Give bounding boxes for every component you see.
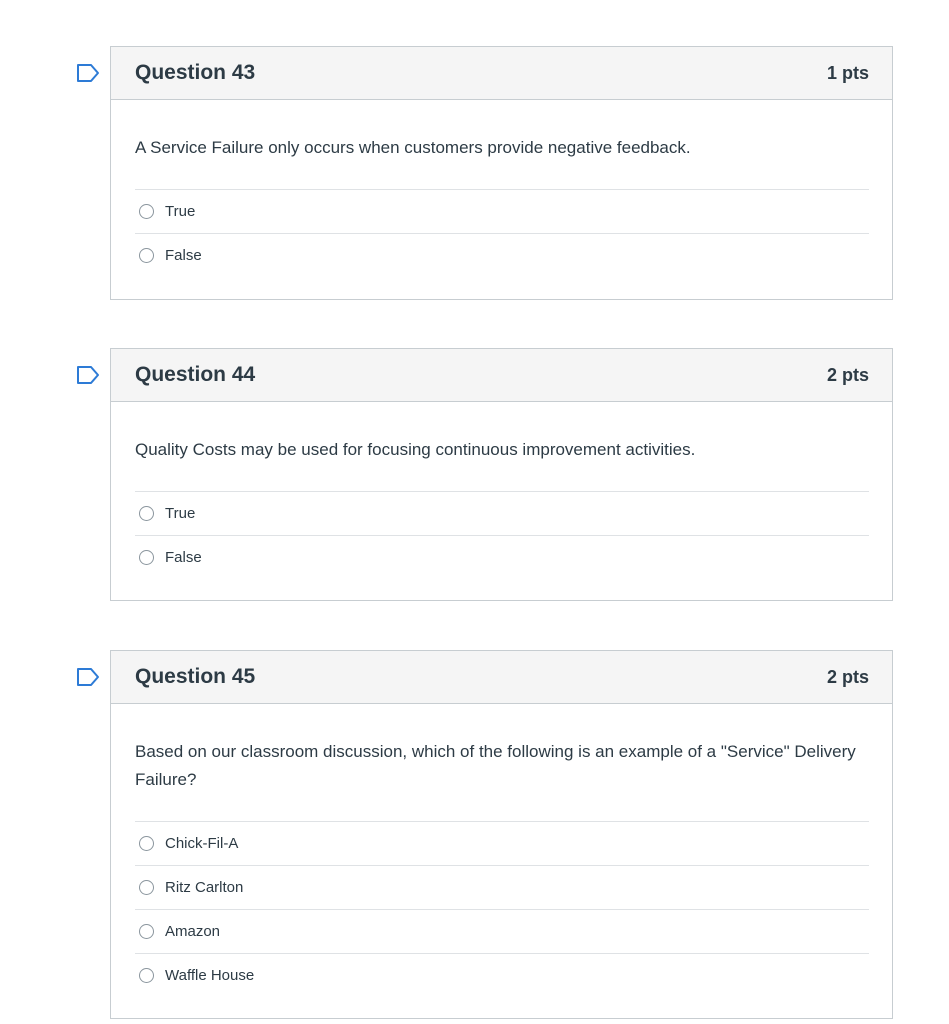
answer-option-chick-fil-a[interactable] [135,822,869,866]
question-text: Quality Costs may be used for focusing continuous improvement activities. [135,440,696,459]
question-points: 2 pts [826,667,869,687]
question-body [111,402,892,579]
question-text: Based on our classroom discussion, which of the following is an example of a "Service" Delivery Failure? [135,742,856,789]
flag-question-icon[interactable] [75,63,101,83]
answer-label[interactable]: False [165,549,202,566]
question-body [111,100,892,277]
question-header [111,349,892,402]
answer-label[interactable]: True [165,505,196,522]
answer-option-true[interactable] [135,190,869,234]
answer-option-false[interactable] [135,234,869,277]
radio-unchecked-icon[interactable] [139,968,154,983]
answer-option-true[interactable] [135,492,869,536]
question-44 [110,348,893,601]
question-header [111,651,892,704]
question-title: Question 44 [135,363,256,386]
answer-list [135,821,869,997]
radio-unchecked-icon[interactable] [139,836,154,851]
radio-unchecked-icon[interactable] [139,924,154,939]
answer-option-ritz-carlton[interactable] [135,866,869,910]
question-45 [110,650,893,1019]
answer-option-amazon[interactable] [135,910,869,954]
question-body [111,704,892,997]
radio-unchecked-icon[interactable] [139,550,154,565]
question-text: A Service Failure only occurs when customers provide negative feedback. [135,138,691,157]
question-header [111,47,892,100]
question-title: Question 43 [135,61,256,84]
question-43 [110,46,893,300]
question-points: 1 pts [826,63,869,83]
answer-list [135,491,869,579]
radio-unchecked-icon[interactable] [139,880,154,895]
answer-label[interactable]: Amazon [165,923,221,940]
answer-option-waffle-house[interactable] [135,954,869,997]
answer-list [135,189,869,277]
radio-unchecked-icon[interactable] [139,248,154,263]
answer-label[interactable]: True [165,203,196,220]
radio-unchecked-icon[interactable] [139,506,154,521]
radio-unchecked-icon[interactable] [139,204,154,219]
answer-label[interactable]: Waffle House [165,967,255,984]
flag-question-icon[interactable] [75,667,101,687]
question-points: 2 pts [826,365,869,385]
answer-label[interactable]: Ritz Carlton [165,879,244,896]
flag-question-icon[interactable] [75,365,101,385]
answer-option-false[interactable] [135,536,869,579]
answer-label[interactable]: False [165,247,202,264]
answer-label[interactable]: Chick-Fil-A [165,835,239,852]
question-title: Question 45 [135,665,256,688]
